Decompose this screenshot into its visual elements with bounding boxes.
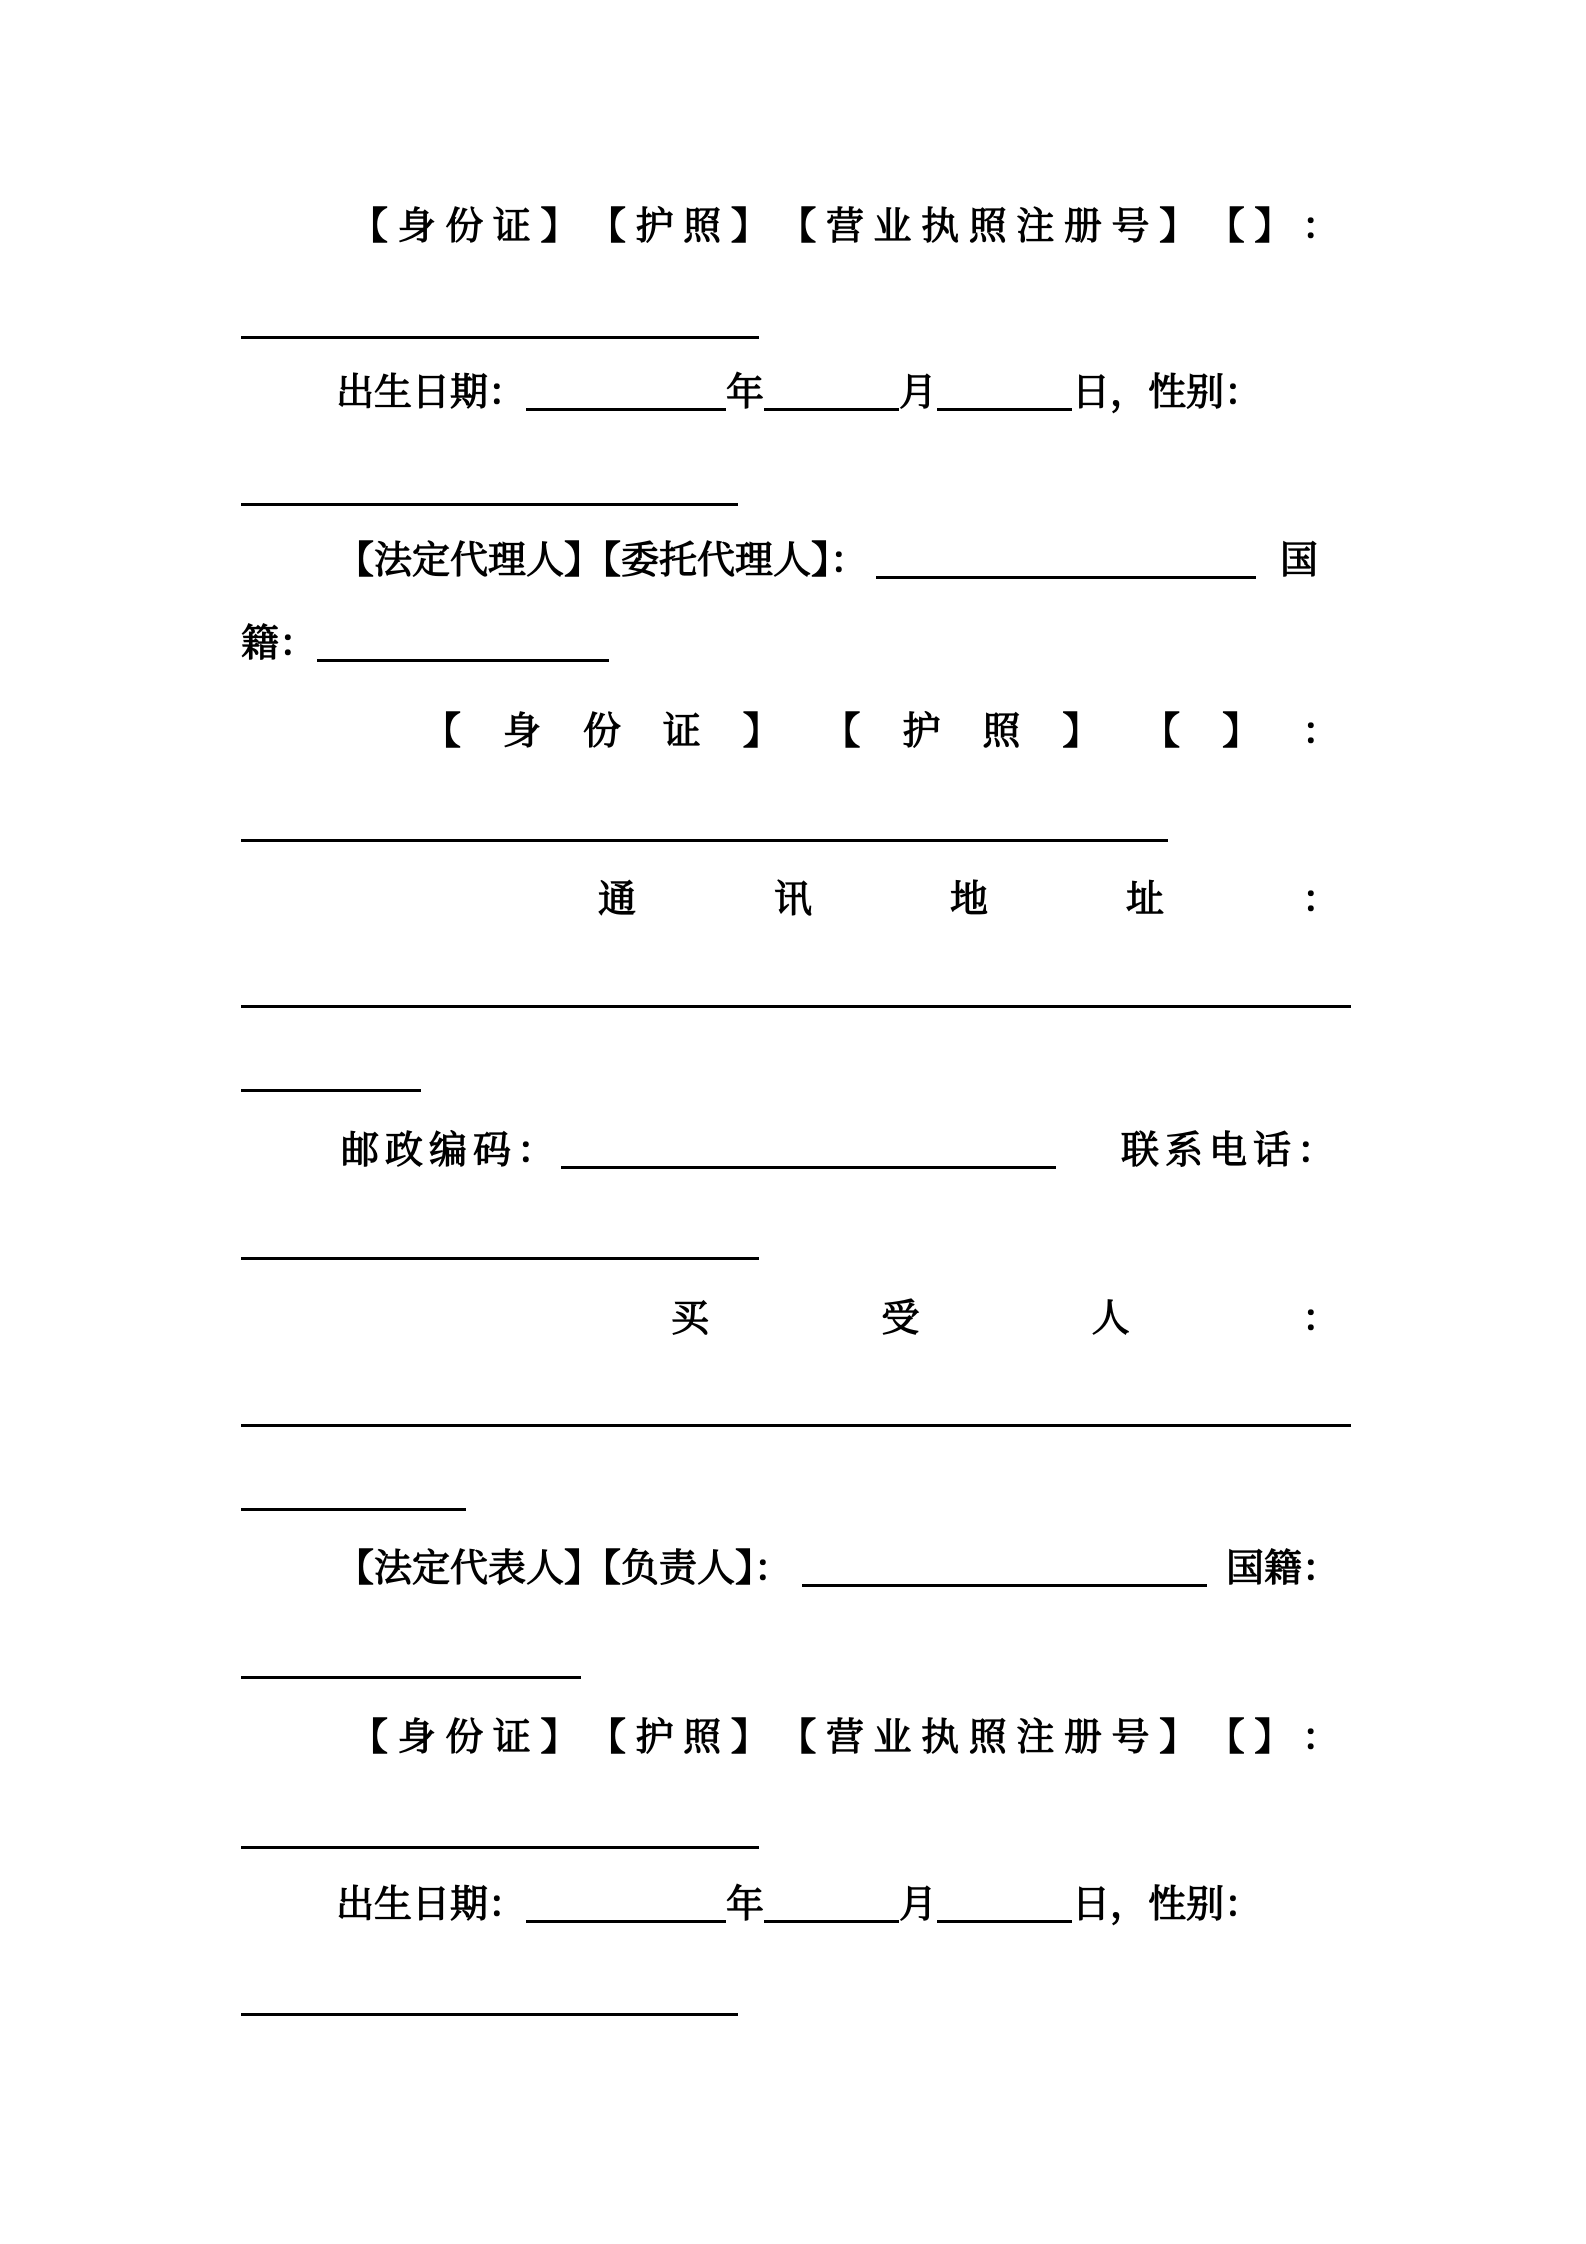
buyer-nationality-blank[interactable] bbox=[241, 1676, 581, 1679]
seller-agent-nationality-blank[interactable] bbox=[317, 659, 609, 662]
seller-birth-month-blank[interactable] bbox=[764, 408, 899, 411]
buyer-birth-line: 出生日期： 年 月 日，性别： bbox=[336, 1882, 1263, 1926]
seller-agent-name-blank[interactable] bbox=[876, 576, 1256, 579]
seller-id-number-blank[interactable] bbox=[241, 336, 759, 339]
seller-address-blank-1[interactable] bbox=[241, 1005, 1351, 1008]
buyer-name-blank-2[interactable] bbox=[241, 1508, 466, 1511]
seller-agent-id-number-blank[interactable] bbox=[241, 839, 1168, 842]
buyer-birth-day-blank[interactable] bbox=[937, 1920, 1072, 1923]
buyer-title-line: 买 受 人 ： bbox=[671, 1296, 1340, 1340]
buyer-birth-month-blank[interactable] bbox=[764, 1920, 899, 1923]
seller-agent-line: 【法定代理人】【委托代理人】： 国 bbox=[336, 538, 1319, 582]
seller-address-line: 通 讯 地 址 ： bbox=[598, 877, 1340, 921]
seller-phone-blank[interactable] bbox=[241, 1257, 759, 1260]
seller-postal-line: 邮政编码： 联系电话： bbox=[341, 1128, 1341, 1172]
seller-address-blank-2[interactable] bbox=[241, 1089, 421, 1092]
buyer-representative-name-blank[interactable] bbox=[802, 1584, 1207, 1587]
seller-agent-nationality-line: 籍： bbox=[241, 613, 1344, 673]
buyer-id-number-blank[interactable] bbox=[241, 1846, 759, 1849]
seller-gender-blank[interactable] bbox=[241, 503, 738, 506]
buyer-representative-line: 【法定代表人】【负责人】： 国籍： bbox=[336, 1546, 1340, 1590]
seller-birth-day-blank[interactable] bbox=[937, 408, 1072, 411]
buyer-birth-year-blank[interactable] bbox=[526, 1920, 726, 1923]
seller-birth-year-blank[interactable] bbox=[526, 408, 726, 411]
seller-id-types-line: 【 身 份 证 】 【 护 照 】 【 营 业 执 照 注 册 号 】 【 】 ： bbox=[350, 204, 1340, 248]
seller-postal-code-blank[interactable] bbox=[561, 1166, 1056, 1169]
buyer-gender-blank[interactable] bbox=[241, 2013, 738, 2016]
seller-agent-id-types-line: 【 身 份 证 】 【 护 照 】 【 】 ： bbox=[423, 709, 1340, 753]
seller-birth-line: 出生日期： 年 月 日，性别： bbox=[336, 370, 1263, 414]
buyer-name-blank-1[interactable] bbox=[241, 1424, 1351, 1427]
buyer-id-types-line: 【 身 份 证 】 【 护 照 】 【 营 业 执 照 注 册 号 】 【 】 ： bbox=[350, 1715, 1340, 1759]
